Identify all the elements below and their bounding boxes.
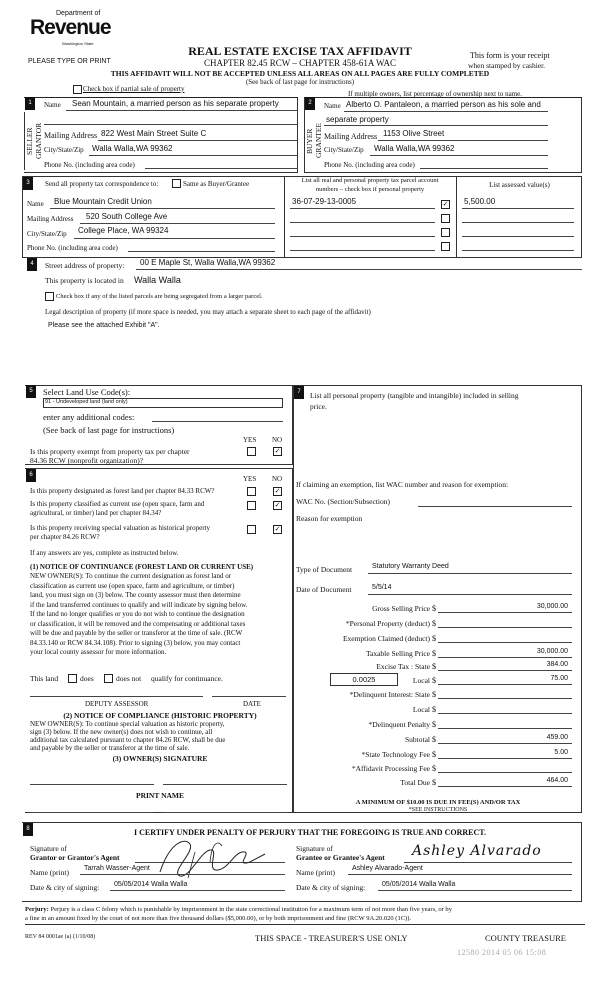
form-chapter: CHAPTER 82.45 RCW – CHAPTER 458-61A WAC	[204, 58, 396, 68]
doc-type[interactable]: Statutory Warranty Deed	[372, 563, 449, 570]
grantor-name[interactable]: Tarrah Wasser-Agent	[84, 865, 150, 872]
legal-description[interactable]: Please see the attached Exhibit "A".	[48, 322, 160, 329]
seller-mailing-label: Mailing Address	[44, 131, 98, 140]
notice-continuance-title: (1) NOTICE OF CONTINUANCE (FOREST LAND OR CURRENT USE)	[30, 563, 254, 571]
grantee-date-label: Date & city of signing:	[296, 883, 366, 892]
grantor-date-city[interactable]: 05/05/2014 Walla Walla	[114, 881, 188, 888]
corr-mailing[interactable]: 520 South College Ave	[86, 212, 168, 221]
personal-property-label-2: price.	[310, 402, 327, 411]
wac-field[interactable]	[418, 506, 572, 507]
notice-continuance-body: NEW OWNER(S): To continue the current designation as forest land or classification as current use (open space, farm and agriculture, or timber) land, you must sign on (3) below. The county assessor must then determine if the land transferred continues to qualify and will indicate by signing below. If the land no longer qualifies or you do not wish to continue the designation or classification, it will be removed and the compensating or additional taxes will be due and payable by the seller or transferor at the time of sale. (RCW 84.33.140 or RCW 84.34.108). Prior to signing (3) below, you may contact your local county assessor for more information.	[30, 572, 248, 656]
parcel-personal-checkbox[interactable]: ✓	[442, 200, 449, 208]
corr-city[interactable]: College Place, WA 99324	[78, 226, 169, 235]
historical-yes-checkbox[interactable]	[247, 525, 256, 534]
subtotal[interactable]: 459.00	[546, 734, 568, 741]
segregated-checkbox[interactable]	[45, 292, 54, 301]
exempt-yes-checkbox[interactable]	[247, 447, 256, 456]
historical-no-checkbox[interactable]: ✓	[274, 525, 281, 533]
wac-label: WAC No. (Section/Subsection)	[296, 497, 390, 506]
located-in[interactable]: Walla Walla	[134, 275, 181, 285]
does-qualify-checkbox[interactable]	[68, 674, 77, 683]
grantor-date-label: Date & city of signing:	[30, 883, 100, 892]
print-name-field-1[interactable]	[30, 812, 154, 813]
logo-sub: Washington State	[62, 41, 94, 46]
reason-label: Reason for exemption	[296, 514, 363, 523]
parcel-assessed-value[interactable]	[462, 250, 574, 251]
receipt-note-2: when stamped by cashier.	[468, 61, 546, 70]
land-use-see-back: (See back of last page for instructions)	[43, 425, 175, 435]
legal-description-label: Legal description of property (if more space is needed, you may attach a separate sheet to each page of the affidavit)	[45, 308, 371, 316]
exemption-label: If claiming an exemption, list WAC number and reason for exemption:	[296, 480, 509, 489]
street-address-label: Street address of property:	[45, 261, 125, 270]
buyer-mailing-label: Mailing Address	[324, 132, 378, 141]
corr-mailing-label: Mailing Address	[27, 215, 74, 223]
buyer-phone-label: Phone No. (including area code)	[324, 161, 415, 169]
personal-property-field[interactable]	[300, 412, 575, 472]
multiple-owners-note: If multiple owners, list percentage of ownership next to name.	[348, 90, 522, 98]
rev-number: REV 84 0001ae (a) (1/10/08)	[25, 934, 96, 940]
buyer-phone-field[interactable]	[420, 168, 548, 169]
yes-header: YES	[243, 436, 257, 444]
assessed-header: List assessed value(s)	[489, 181, 550, 189]
form-title: REAL ESTATE EXCISE TAX AFFIDAVIT	[188, 44, 412, 58]
historical-question-2: per chapter 84.26 RCW?	[30, 533, 100, 541]
exempt-question-1: Is this property exempt from property tax per chapter	[30, 447, 190, 456]
forest-land-question: Is this property designated as forest land per chapter 84.33 RCW?	[30, 487, 215, 495]
grantee-signature-field[interactable]	[404, 862, 572, 863]
send-correspondence-label: Send all property tax correspondence to:	[45, 180, 159, 188]
exempt-no-checkbox[interactable]: ✓	[274, 447, 281, 455]
land-use-code: 91 - Undeveloped land (land only)	[45, 399, 128, 405]
buyer-name-line-2[interactable]: separate property	[326, 115, 389, 124]
logo-top: Department of	[56, 10, 101, 17]
this-land-label: This land	[30, 674, 59, 683]
dor-logo	[30, 10, 110, 60]
deputy-assessor-label: DEPUTY ASSESSOR	[85, 700, 149, 708]
see-instructions-note: *SEE INSTRUCTIONS	[408, 807, 468, 813]
seller-mailing[interactable]: 822 West Main Street Suite C	[101, 129, 207, 138]
parcel-number[interactable]	[290, 222, 435, 223]
segregated-label: Check box if any of the listed parcels are being segregated from a larger parcel.	[56, 293, 263, 300]
current-use-question-2: agricultural, or timber) land per chapter 84.34?	[30, 509, 162, 517]
notice-compliance-title: (2) NOTICE OF COMPLIANCE (HISTORIC PROPERTY)	[63, 711, 257, 720]
parcel-personal-checkbox[interactable]	[441, 242, 450, 251]
grantor-name-label: Name (print)	[30, 868, 69, 877]
parcel-personal-checkbox[interactable]	[441, 228, 450, 237]
grantee-name[interactable]: Ashley Alvarado-Agent	[352, 865, 423, 872]
buyer-name-label: Name	[324, 102, 341, 110]
notice-compliance-body: NEW OWNER(S): To continue special valuation as historic property, sign (3) below. If the new owner(s) does not wish to continue, all additional tax calculated pursuant to chapter 84.26 RCW, shall be due and payable by the seller or transferor at the time of sale.	[30, 720, 226, 752]
county-treasurer: COUNTY TREASURE	[485, 933, 566, 943]
does-not-qualify-checkbox[interactable]	[104, 674, 113, 683]
treasurer-use-only: THIS SPACE - TREASURER'S USE ONLY	[255, 933, 408, 943]
deputy-assessor-signature[interactable]	[30, 696, 203, 697]
qualify-label: qualify for continuance.	[151, 674, 223, 683]
section-8-number: 8	[23, 823, 33, 836]
section-3-number: 3	[23, 177, 33, 190]
logo-main: Revenue	[30, 16, 111, 39]
s6-yes-header: YES	[243, 475, 257, 483]
current-use-yes-checkbox[interactable]	[247, 501, 256, 510]
local-rate: 0.0025	[352, 675, 376, 684]
section-2-number: 2	[305, 97, 315, 110]
corr-name[interactable]: Blue Mountain Credit Union	[54, 197, 152, 206]
buyer-city-label: City/State/Zip	[324, 146, 364, 154]
if-yes-note: If any answers are yes, complete as instructed below.	[30, 549, 179, 557]
seller-city-label: City/State/Zip	[44, 146, 84, 154]
owner-signature-field-2[interactable]	[163, 784, 287, 785]
current-use-question-1: Is this property classified as current use (open space, farm and	[30, 500, 205, 508]
state-technology-fee[interactable]: 5.00	[554, 749, 568, 756]
seller-phone-field[interactable]	[145, 168, 298, 169]
gross-selling-price[interactable]: 30,000.00	[536, 603, 568, 610]
parcel-assessed-value[interactable]: 5,500.00	[464, 197, 496, 206]
grantor-sig-label-1: Signature of	[30, 844, 67, 853]
does-not-label: does not	[116, 674, 142, 683]
deputy-assessor-date[interactable]	[212, 696, 286, 697]
seller-name[interactable]: Sean Mountain, a married person as his separate property	[72, 99, 279, 108]
grantee-sig-label-1: Signature of	[296, 844, 333, 853]
forest-no-checkbox[interactable]: ✓	[274, 487, 281, 495]
historical-question-1: Is this property receiving special valuation as historical property	[30, 524, 211, 532]
buyer-grantee-label: BUYER GRANTEE	[304, 112, 321, 170]
section-5-number: 5	[26, 385, 36, 398]
excise-tax-state[interactable]: 384.00	[546, 661, 568, 668]
grantee-signature: Ashley Alvarado	[412, 843, 542, 859]
does-label: does	[80, 674, 94, 683]
parcel-number[interactable]: 36-07-29-13-0005	[292, 197, 357, 206]
grantor-signature-scribble	[150, 832, 270, 880]
doc-date[interactable]: 5/5/14	[372, 584, 392, 591]
street-address[interactable]: 00 E Maple St, Walla Walla,WA 99362	[140, 258, 276, 267]
same-as-buyer-checkbox[interactable]	[172, 179, 181, 188]
parcels-header-2: numbers – check box if personal property	[315, 186, 425, 193]
parcel-assessed-value[interactable]	[462, 236, 574, 237]
personal-property-label-1: List all personal property (tangible and intangible) included in selling	[310, 391, 519, 400]
section-6-number: 6	[26, 469, 36, 482]
parcel-number[interactable]	[290, 250, 435, 251]
grantee-name-label: Name (print)	[296, 868, 335, 877]
parcel-personal-checkbox[interactable]	[441, 214, 450, 223]
please-type: PLEASE TYPE OR PRINT	[28, 58, 111, 65]
treasurer-stamp: 12580 2014 05 06 15:08	[457, 948, 547, 957]
same-as-buyer-label: Same as Buyer/Grantee	[183, 180, 250, 188]
grantor-sig-label-2: Grantor or Grantor's Agent	[30, 853, 120, 862]
total-due[interactable]: 464.00	[546, 777, 568, 784]
seller-city[interactable]: Walla Walla,WA 99362	[92, 144, 173, 153]
owner-signature-label: (3) OWNER(S) SIGNATURE	[112, 754, 208, 763]
warning: THIS AFFIDAVIT WILL NOT BE ACCEPTED UNLESS ALL AREAS ON ALL PAGES ARE FULLY COMPLETED	[110, 69, 490, 78]
exempt-question-2: 84.36 RCW (nonprofit organization)?	[30, 456, 144, 465]
seller-grantor-label: SELLER GRANTOR	[24, 112, 41, 170]
additional-codes-field[interactable]	[152, 421, 283, 422]
excise-tax-local[interactable]: 75.00	[550, 675, 568, 682]
section-1-number: 1	[25, 97, 35, 110]
reason-field[interactable]	[296, 526, 571, 556]
see-back: (See back of last page for instructions)	[245, 78, 355, 86]
doc-type-label: Type of Document	[296, 565, 353, 574]
corr-name-label: Name	[27, 200, 44, 208]
doc-date-label: Date of Document	[296, 585, 352, 594]
parcels-header-1: List all real and personal property tax parcel account	[301, 177, 439, 184]
corr-city-label: City/State/Zip	[27, 230, 67, 238]
buyer-city[interactable]: Walla Walla,WA 99362	[374, 144, 455, 153]
additional-codes-label: enter any additional codes:	[43, 412, 135, 422]
print-name-label: PRINT NAME	[136, 791, 184, 800]
seller-phone-label: Phone No. (including area code)	[44, 161, 135, 169]
select-land-use-label: Select Land Use Code(s):	[43, 387, 131, 397]
parcel-number[interactable]	[290, 236, 435, 237]
current-use-no-checkbox[interactable]: ✓	[274, 501, 281, 509]
taxable-selling-price[interactable]: 30,000.00	[536, 648, 568, 655]
parcel-assessed-value[interactable]	[462, 222, 574, 223]
receipt-note-1: This form is your receipt	[470, 51, 550, 60]
corr-phone-label: Phone No. (including area code)	[27, 244, 118, 252]
seller-name-label: Name	[44, 101, 61, 109]
perjury-notice: Perjury: Perjury is a class C felony which is punishable by imprisonment in the state correctional institution for a maximum term of not more than five years, or by a fine in an amount fixed by the court of not more than five thousand dollars ($5,000.00), or by both imprisonment and fine (RCW 9A.20.020 (1C)).	[25, 905, 585, 925]
date-label: DATE	[243, 700, 261, 708]
no-header: NO	[272, 436, 283, 444]
located-in-label: This property is located in	[45, 276, 124, 285]
certify-statement: I CERTIFY UNDER PENALTY OF PERJURY THAT THE FOREGOING IS TRUE AND CORRECT.	[133, 828, 486, 837]
buyer-mailing[interactable]: 1153 Olive Street	[383, 129, 445, 138]
partial-sale-label: Check box if partial sale of property	[83, 85, 185, 93]
buyer-name-line-1[interactable]: Alberto O. Pantaleon, a married person as his sole and	[346, 100, 541, 109]
grantee-sig-label-2: Grantee or Grantee's Agent	[296, 853, 385, 862]
section-4-number: 4	[27, 258, 37, 271]
forest-yes-checkbox[interactable]	[247, 487, 256, 496]
corr-phone-field[interactable]	[128, 251, 275, 252]
partial-sale-checkbox[interactable]	[73, 85, 82, 94]
grantee-date-city[interactable]: 05/05/2014 Walla Walla	[382, 881, 456, 888]
minimum-due-note: A MINIMUM OF $10.00 IS DUE IN FEE(S) AND/OR TAX	[355, 799, 521, 806]
owner-signature-field-1[interactable]	[30, 784, 154, 785]
print-name-field-2[interactable]	[163, 812, 287, 813]
s6-no-header: NO	[272, 475, 283, 483]
section-7-number: 7	[294, 386, 304, 399]
